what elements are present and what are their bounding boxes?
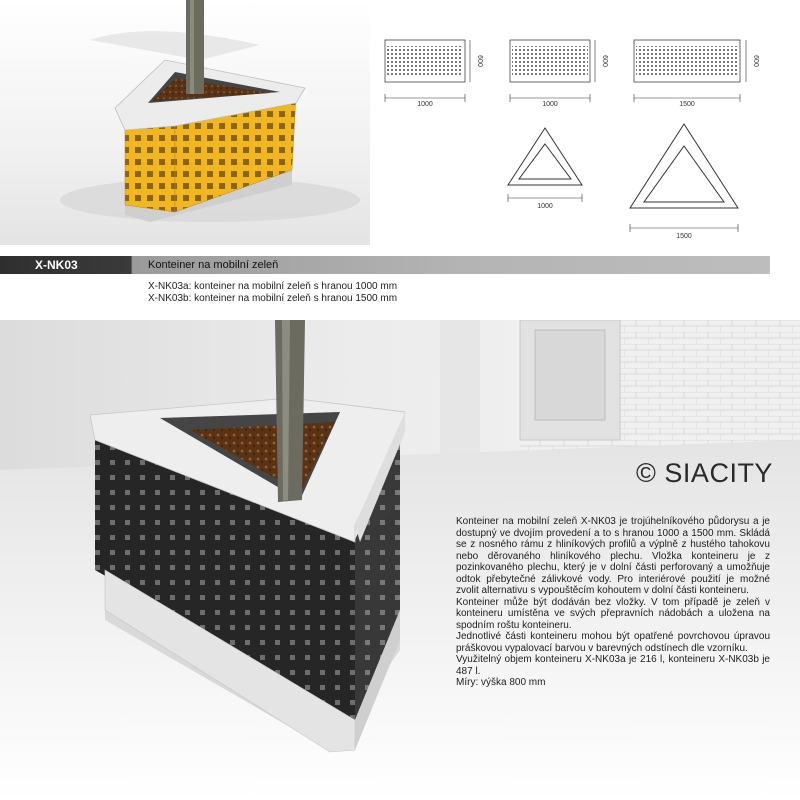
- plan-view-2: [630, 124, 738, 240]
- description-paragraph: Konteiner může být dodáván bez vložky. V tom případě je zeleň v konteineru umístěna ve svých přepravních nádobách a uložena na spodním roštu konteineru.: [456, 596, 770, 631]
- front-view-1: [385, 40, 483, 108]
- technical-drawings: [370, 0, 800, 250]
- siacity-logo: [636, 458, 773, 489]
- title-bar: [0, 256, 770, 274]
- front-view-3-height: 600: [752, 55, 759, 67]
- front-view-3-width: 1500: [679, 101, 695, 108]
- dimension-drawings: [370, 0, 800, 250]
- plan-view-1-edge: 1000: [537, 203, 553, 210]
- front-view-2-height: 600: [601, 55, 608, 67]
- variant-item: X-NK03a: konteiner na mobilní zeleň s hranou 1000 mm: [148, 281, 398, 292]
- front-view-1-height: 600: [476, 55, 483, 67]
- top-product-render: [0, 0, 370, 245]
- product-code: X-NK03: [35, 258, 78, 272]
- logo-text: SIACITY: [664, 458, 773, 488]
- description-paragraph: Konteiner na mobilní zeleň X-NK03 je trojúhelníkového půdorysu a je dostupný ve dvojím provedení a to s hranou 1000 a 1500 mm. Skládá se z nosného rámu z hliníkových profilů a výplně z hustého tahokovu nebo děrovaného hliníkového plechu. Vložka konteineru je z pozinkovaného plechu, který je v dolní části perforovaný a umožňuje odtok přebytečné zálivkové vody. Pro interiérové použití je možné zvolit alternativu s vypouštěcím kohoutem v dolní části konteineru.: [456, 516, 770, 596]
- product-subtitle: Konteiner na mobilní zeleň: [148, 259, 279, 271]
- front-view-1-width: 1000: [417, 101, 433, 108]
- description-paragraph: Míry: výška 800 mm: [456, 677, 546, 688]
- front-view-2-width: 1000: [542, 101, 558, 108]
- copyright-symbol: ©: [636, 458, 657, 488]
- front-view-2: [510, 40, 608, 108]
- product-description: [456, 516, 770, 689]
- plan-view-1: [508, 128, 582, 210]
- plan-view-2-edge: 1500: [676, 233, 692, 240]
- description-paragraph: Využitelný objem konteineru X-NK03a je 216 l, konteineru X-NK03b je 487 l.: [456, 654, 770, 677]
- variant-list: [148, 281, 397, 305]
- yellow-planter-illustration: [0, 0, 370, 245]
- front-view-3: [634, 40, 759, 108]
- variant-item: X-NK03b: konteiner na mobilní zeleň s hranou 1500 mm: [148, 293, 398, 304]
- description-paragraph: Jednotlivé části konteineru mohou být opatřené povrchovou úpravou práškovou vypalovací barvou v barevných odstínech dle vzorníku.: [456, 631, 770, 654]
